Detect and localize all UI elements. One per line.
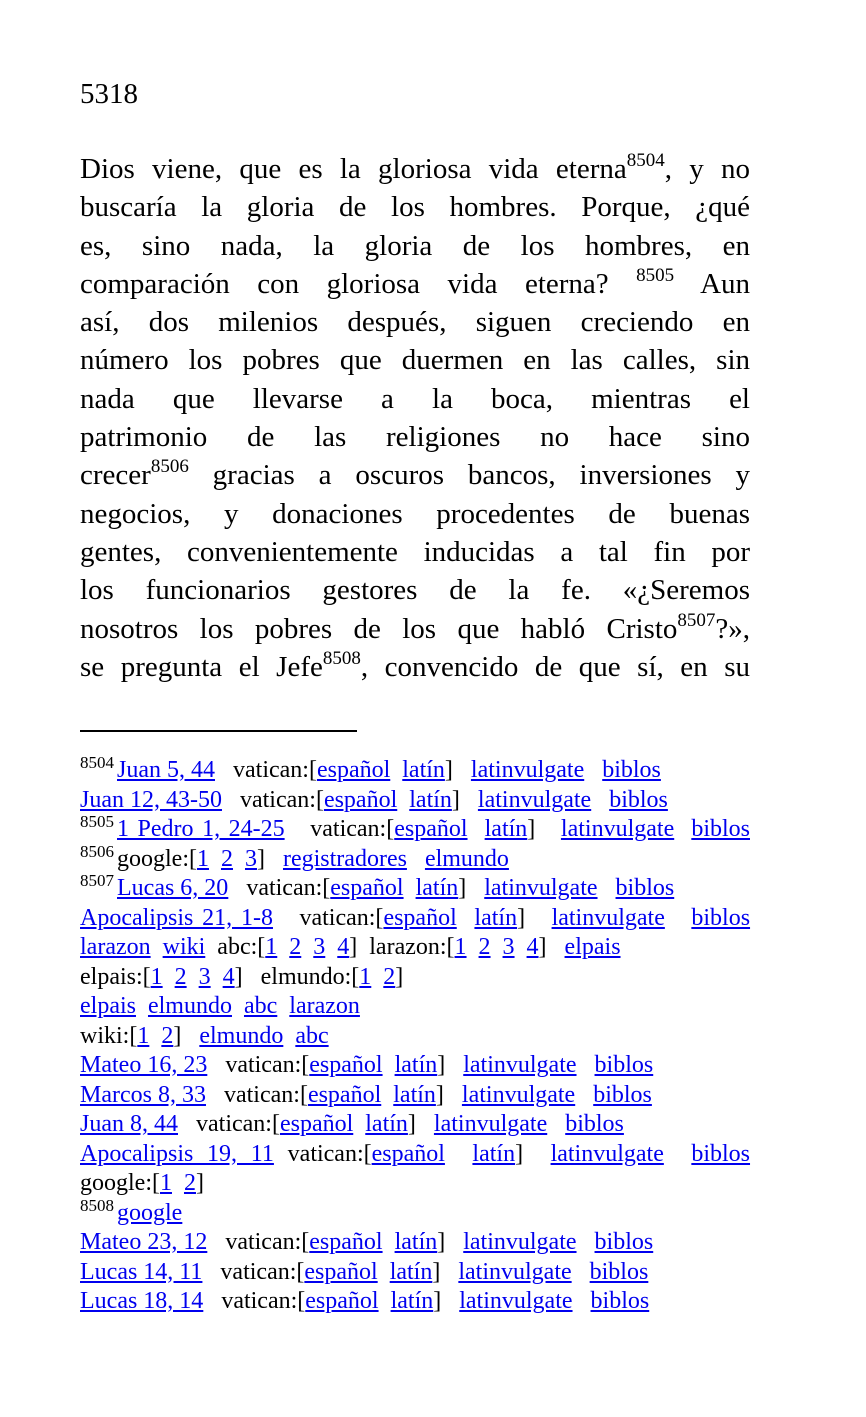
footnote-link[interactable]: español <box>309 1229 383 1255</box>
footnote-link[interactable]: elmundo <box>147 993 232 1019</box>
text-span: ] <box>195 1170 204 1196</box>
footnote-number: 8504 <box>80 753 114 772</box>
text-span <box>151 934 163 960</box>
footnote-number: 8505 <box>80 812 114 831</box>
footnote-link[interactable]: Apocalipsis 21, 1-8 <box>80 904 273 931</box>
text-span <box>277 934 289 960</box>
footnote-line <box>80 963 750 993</box>
text-line <box>80 227 750 265</box>
footnote-link[interactable]: 1 <box>159 1170 172 1196</box>
text-span: negocios, y donaciones procedentes de buenas <box>80 497 750 530</box>
text-span: ] <box>538 934 565 960</box>
text-span: google:[ <box>117 845 197 872</box>
footnote-ref: 8508 <box>322 647 361 669</box>
text-span: ] <box>517 904 552 931</box>
text-span <box>233 846 245 872</box>
footnote-line <box>80 1258 750 1288</box>
footnote-link[interactable]: biblos <box>691 904 751 931</box>
footnote-link[interactable]: biblos <box>691 816 750 842</box>
text-span <box>383 1229 395 1255</box>
page-number: 5318 <box>80 78 138 110</box>
footnote-link[interactable]: 3 <box>198 963 211 990</box>
text-span: vatican:[ <box>178 1111 280 1137</box>
text-span: crecer <box>80 459 151 492</box>
footnote-line <box>80 1195 750 1229</box>
footnote-link[interactable]: latinvulgate <box>484 875 598 901</box>
footnote-link[interactable]: biblos <box>609 786 668 813</box>
footnote-link[interactable]: español <box>330 875 404 901</box>
footnote-link[interactable]: 1 <box>196 845 209 872</box>
footnote-link[interactable]: latín <box>390 1288 434 1314</box>
footnote-link[interactable]: 1 <box>137 1022 150 1049</box>
footnote-link[interactable]: latinvulgate <box>551 904 665 931</box>
text-span <box>379 1288 391 1314</box>
text-span <box>301 934 313 960</box>
footnote-link[interactable]: latín <box>409 786 452 813</box>
text-span: ] <box>435 1081 462 1108</box>
footnote-link[interactable]: biblos <box>691 1140 751 1167</box>
text-line <box>80 303 750 341</box>
text-span <box>209 846 221 872</box>
text-span: vatican:[ <box>215 757 317 783</box>
footnote-ref: 8506 <box>150 456 189 478</box>
text-line <box>80 610 750 648</box>
footnote-line <box>80 1022 750 1052</box>
text-span <box>584 757 602 783</box>
text-line <box>80 495 750 533</box>
text-span <box>577 1052 595 1078</box>
footnote-link[interactable]: Mateo 16, 23 <box>80 1052 208 1078</box>
text-span: ] <box>458 875 485 901</box>
footnote-link[interactable]: latín <box>415 875 459 901</box>
footnote-link[interactable]: español <box>305 1288 379 1314</box>
footnote-link[interactable]: Marcos 8, 33 <box>80 1081 206 1108</box>
text-span <box>283 1023 295 1049</box>
text-span: vatican:[ <box>203 1288 306 1314</box>
footnote-number: 8506 <box>80 841 114 861</box>
text-span: es, sino nada, la gloria de los hombres, en <box>80 229 750 262</box>
footnote-link[interactable]: google <box>117 1199 183 1226</box>
footnote-link[interactable]: biblos <box>615 875 675 901</box>
text-span: abc:[ <box>205 934 266 960</box>
text-span <box>577 1229 595 1255</box>
footnote-link[interactable]: latín <box>474 904 518 931</box>
text-span: número los pobres que duermen en las calles, sin <box>80 344 750 377</box>
footnote-link[interactable]: latinvulgate <box>461 1081 576 1108</box>
text-span: ] <box>395 963 404 990</box>
footnote-link[interactable]: latinvulgate <box>560 816 675 842</box>
text-line <box>80 571 750 609</box>
footnote-link[interactable]: 3 <box>313 934 326 960</box>
text-span <box>664 1141 691 1167</box>
footnote-link[interactable]: 2 <box>183 1170 196 1196</box>
footnote-link[interactable]: español <box>307 1081 382 1108</box>
footnote-line <box>80 786 750 816</box>
footnote-link[interactable]: larazon <box>80 934 151 960</box>
text-span: vatican:[ <box>273 1140 372 1167</box>
text-span: ] <box>407 1111 434 1137</box>
text-span <box>383 1052 395 1078</box>
text-span <box>457 905 475 931</box>
text-span <box>172 1170 184 1196</box>
footnote-link[interactable]: 2 <box>478 934 491 960</box>
text-span <box>149 1023 161 1049</box>
text-span <box>547 1111 565 1137</box>
text-line <box>80 150 750 188</box>
text-span: google:[ <box>80 1170 160 1196</box>
footnote-line <box>80 753 750 786</box>
footnote-number: 8508 <box>80 1195 114 1215</box>
footnote-link[interactable]: latinvulgate <box>433 1111 548 1137</box>
footnote-link[interactable]: elmundo <box>199 1022 284 1049</box>
text-span: ] <box>432 1258 459 1285</box>
text-line <box>80 418 750 456</box>
text-span: comparación con gloriosa vida eterna? <box>80 267 637 300</box>
text-span <box>211 964 223 990</box>
footnote-link[interactable]: latín <box>472 1140 516 1167</box>
text-span <box>665 905 692 931</box>
text-line <box>80 533 750 571</box>
text-span <box>491 934 503 960</box>
footnote-link[interactable]: larazon <box>289 993 360 1019</box>
footnote-link[interactable]: 2 <box>220 845 233 872</box>
text-span: vatican:[ <box>202 1258 305 1285</box>
text-line <box>80 456 750 494</box>
text-span <box>277 993 289 1019</box>
footnote-link[interactable]: Juan 8, 44 <box>80 1111 178 1137</box>
text-span: ] elmundo:[ <box>234 963 360 990</box>
footnote-link[interactable]: 1 Pedro 1, 24-25 <box>117 816 285 842</box>
text-span <box>353 1111 365 1137</box>
text-span <box>397 787 409 813</box>
text-span: Aun <box>674 267 751 300</box>
footnote-link[interactable]: español <box>323 786 398 813</box>
text-span <box>573 1288 591 1314</box>
text-span <box>575 1082 593 1108</box>
text-span: vatican:[ <box>272 904 384 931</box>
text-span: vatican:[ <box>207 1052 310 1078</box>
text-span: gracias a oscuros bancos, inversiones y <box>188 459 750 492</box>
text-span: ] <box>515 1140 551 1167</box>
text-span: así, dos milenios después, siguen creciendo en <box>80 306 750 339</box>
text-span: se pregunta el Jefe <box>80 650 323 683</box>
footnote-line <box>80 992 750 1022</box>
footnote-link[interactable]: latinvulgate <box>550 1140 664 1167</box>
text-span: gentes, convenientemente inducidas a tal fin por <box>80 535 750 568</box>
text-span <box>232 993 244 1019</box>
footnote-link[interactable]: español <box>279 1111 354 1137</box>
text-line <box>80 265 750 303</box>
footnote-link[interactable]: latinvulgate <box>463 1229 577 1255</box>
footnote-link[interactable]: Apocalipsis 19, 11 <box>80 1140 274 1167</box>
footnote-link[interactable]: registradores <box>282 845 407 872</box>
footnote-link[interactable]: 1 <box>359 963 372 990</box>
text-span: ] <box>437 1052 464 1078</box>
footnote-link[interactable]: 3 <box>244 845 257 872</box>
footnote-link[interactable]: español <box>383 904 457 931</box>
footnote-link[interactable]: 1 <box>150 963 163 990</box>
text-span: , convencido de que sí, en su <box>360 650 751 683</box>
text-line <box>80 341 750 379</box>
text-span <box>187 964 199 990</box>
text-span <box>390 757 402 783</box>
text-span <box>467 934 479 960</box>
text-line <box>80 648 750 686</box>
footnote-link[interactable]: latinvulgate <box>477 786 592 813</box>
footnote-link[interactable]: elpais <box>564 934 621 960</box>
footnote-line <box>80 1081 750 1111</box>
footnote-line <box>80 904 750 934</box>
text-span <box>407 846 425 872</box>
footnote-link[interactable]: español <box>309 1052 383 1078</box>
text-span <box>445 1141 472 1167</box>
main-paragraph <box>80 150 750 686</box>
text-span: ] <box>451 786 478 813</box>
footnote-link[interactable]: wiki <box>162 934 206 960</box>
footnote-link[interactable]: 1 <box>265 934 278 960</box>
footnote-link[interactable]: biblos <box>594 1052 654 1078</box>
footnote-link[interactable]: español <box>316 757 391 783</box>
footnote-link[interactable]: latín <box>394 1229 438 1255</box>
footnote-link[interactable]: biblos <box>565 1111 624 1137</box>
text-span: patrimonio de las religiones no hace sino <box>80 421 750 454</box>
footnote-line <box>80 1287 750 1317</box>
text-span: elpais:[ <box>80 963 151 990</box>
text-span: ] <box>437 1229 464 1255</box>
footnote-link[interactable]: biblos <box>594 1229 654 1255</box>
text-span <box>598 875 616 901</box>
footnote-line <box>80 1140 750 1170</box>
footnote-link[interactable]: biblos <box>593 1081 652 1108</box>
footnote-line <box>80 933 750 963</box>
text-span: nada que llevarse a la boca, mientras el <box>80 382 750 415</box>
footnote-link[interactable]: Juan 5, 44 <box>117 757 215 783</box>
text-span: vatican:[ <box>228 875 331 901</box>
footnote-ref: 8505 <box>636 264 675 286</box>
footnote-link[interactable]: biblos <box>590 1288 650 1314</box>
footnote-link[interactable]: 2 <box>161 1022 174 1049</box>
footnote-link[interactable]: Lucas 18, 14 <box>80 1288 204 1314</box>
text-span <box>378 1259 390 1285</box>
text-span: los funcionarios gestores de la fe. «¿Seremos <box>80 574 750 607</box>
text-span <box>381 1082 393 1108</box>
footnote-line <box>80 1169 750 1199</box>
footnote-link[interactable]: español <box>394 816 468 842</box>
footnote-link[interactable]: 4 <box>526 934 539 960</box>
footnote-link[interactable]: latinvulgate <box>470 757 585 783</box>
footnote-line <box>80 1110 750 1140</box>
text-span <box>136 993 148 1019</box>
footnote-link[interactable]: elpais <box>80 993 136 1019</box>
footnote-link[interactable]: 2 <box>174 963 187 990</box>
text-span: wiki:[ <box>80 1022 138 1049</box>
text-span: ] larazon:[ <box>349 934 455 960</box>
footnote-link[interactable]: español <box>304 1258 378 1285</box>
footnote-ref: 8507 <box>677 609 716 631</box>
footnote-link[interactable]: 2 <box>383 963 396 990</box>
footnote-link[interactable]: abc <box>295 1022 329 1049</box>
footnote-link[interactable]: Lucas 6, 20 <box>117 875 229 901</box>
text-line <box>80 380 750 418</box>
text-span: ?», <box>715 612 750 645</box>
footnote-link[interactable]: biblos <box>589 1258 649 1285</box>
footnote-link[interactable]: latín <box>365 1111 408 1137</box>
text-span <box>515 934 527 960</box>
footnote-link[interactable]: Mateo 23, 12 <box>80 1229 208 1255</box>
text-span: nosotros los pobres de los que habló Cristo <box>80 612 678 645</box>
footnote-line <box>80 1228 750 1258</box>
text-line <box>80 188 750 226</box>
text-span <box>163 964 175 990</box>
footnote-link[interactable]: 4 <box>222 963 235 990</box>
footnote-link[interactable]: Lucas 14, 11 <box>80 1258 203 1285</box>
footnote-link[interactable]: 2 <box>289 934 302 960</box>
footnote-link[interactable]: elmundo <box>424 845 509 872</box>
text-span <box>468 816 485 842</box>
text-span: ] <box>173 1022 200 1049</box>
footnote-link[interactable]: 4 <box>337 934 350 960</box>
text-span: buscaría la gloria de los hombres. Porque, ¿qué <box>80 191 750 224</box>
text-span: ] <box>433 1288 460 1314</box>
text-span: vatican:[ <box>221 786 324 813</box>
text-span: vatican:[ <box>207 1229 310 1255</box>
text-span <box>371 964 383 990</box>
text-span: vatican:[ <box>284 816 395 842</box>
footnote-link[interactable]: latinvulgate <box>459 1288 573 1314</box>
footnote-link[interactable]: latín <box>389 1258 433 1285</box>
text-span: ] <box>444 757 471 783</box>
footnotes-section <box>80 753 751 1317</box>
footnote-link[interactable]: español <box>371 1140 445 1167</box>
footnote-separator <box>80 730 357 732</box>
text-span: , y no <box>664 153 751 185</box>
text-span: vatican:[ <box>205 1081 308 1108</box>
footnote-link[interactable]: latín <box>484 816 528 842</box>
footnote-line <box>80 812 750 845</box>
text-span <box>591 787 609 813</box>
footnote-link[interactable]: biblos <box>602 757 661 783</box>
footnote-link[interactable]: latín <box>402 757 445 783</box>
footnote-link[interactable]: 3 <box>502 934 515 960</box>
footnote-line <box>80 871 750 904</box>
footnote-link[interactable]: Juan 12, 43-50 <box>80 786 222 813</box>
footnote-number: 8507 <box>80 871 114 890</box>
footnote-ref: 8504 <box>626 150 665 171</box>
text-span <box>572 1259 590 1285</box>
text-span <box>674 816 691 842</box>
footnote-line <box>80 1051 750 1081</box>
text-span: ] <box>256 845 283 872</box>
text-span: ] <box>527 816 561 842</box>
footnote-link[interactable]: latinvulgate <box>458 1258 572 1285</box>
text-span: Dios viene, que es la gloriosa vida eterna <box>80 153 627 185</box>
footnote-link[interactable]: latín <box>394 1052 438 1078</box>
footnote-link[interactable]: latín <box>393 1081 436 1108</box>
footnote-link[interactable]: 1 <box>454 934 467 960</box>
footnote-link[interactable]: latinvulgate <box>463 1052 577 1078</box>
text-span <box>325 934 337 960</box>
text-span <box>404 875 416 901</box>
footnote-line <box>80 841 750 875</box>
footnote-link[interactable]: abc <box>243 993 278 1019</box>
